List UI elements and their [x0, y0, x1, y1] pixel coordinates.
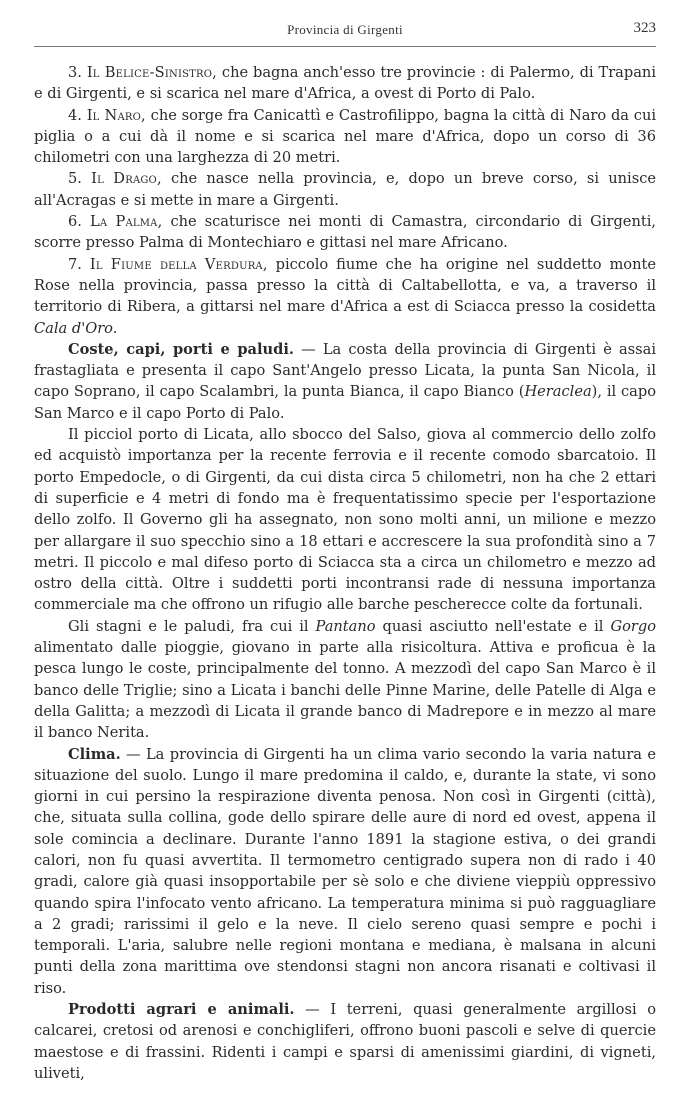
header-rule	[34, 46, 656, 47]
section-prodotti	[34, 999, 656, 1084]
italic-place-name: Gorgo	[610, 617, 656, 635]
paragraph-text: quasi asciutto nell'estate e il	[382, 617, 604, 635]
italic-place-name: Cala d'Oro.	[34, 319, 118, 337]
running-title: Provincia di Girgenti	[287, 22, 403, 37]
paragraph-porti	[34, 424, 656, 616]
running-header	[34, 22, 656, 42]
river-name: Il Fiume della Verdura,	[89, 255, 268, 273]
item-number: 6.	[68, 213, 82, 231]
item-text: che bagna anch'esso tre provincie : di Palermo, di Trapani e di Girgenti, e si scarica nel mare d'Africa, a ovest di Porto di Palo.	[34, 64, 656, 103]
river-item-palma	[34, 211, 656, 254]
item-text: che nasce nella provincia, e, dopo un breve corso, si unisce all'Acragas e si mette in mare a Girgenti.	[34, 170, 657, 209]
paragraph-stagni	[34, 616, 656, 744]
item-number: 4.	[68, 106, 82, 124]
item-number: 5.	[68, 170, 82, 188]
item-text: che scaturisce nei monti di Camastra, circondario di Girgenti, scorre presso Palma di Montechiaro e gittasi nel mare Africano.	[34, 213, 657, 252]
section-clima	[34, 744, 656, 1000]
river-name: Il Naro,	[86, 106, 146, 124]
item-number: 7.	[68, 255, 82, 273]
river-item-drago	[34, 168, 656, 211]
section-heading: Coste, capi, porti e paludi.	[68, 340, 294, 358]
section-heading: Prodotti agrari e animali.	[68, 1001, 295, 1019]
paragraph-text: alimentato dalle pioggie, giovano in parte alla risicoltura. Attiva e proficua è la pesca lungo le coste, principalmente del tonno. A mezzodì del capo San Marco è il banco delle Triglie; sino a Licata i banchi delle Pinne Marine, delle Patelle di Alga e della Galitta; a mezzodì di Licata il grande banco di Madrepore e in mezzo al mare il banco Nerita.	[34, 639, 656, 742]
river-name: La Palma,	[89, 213, 163, 231]
page-number: 323	[633, 20, 656, 36]
river-name: Il Belice-Sinistro,	[86, 64, 217, 81]
item-text: piccolo fiume che ha origine nel suddetto monte Rose nella provincia, passa presso la città di Caltabellotta, e va, a traverso il territorio di Ribera, a gittarsi nel mare d'Africa a est di Sciacca presso la cosidetta	[34, 255, 656, 316]
section-heading: Clima.	[68, 745, 121, 763]
river-name: Il Drago,	[91, 170, 162, 188]
river-item-belice	[34, 62, 656, 105]
section-coste	[34, 339, 656, 424]
paragraph-text: Gli stagni e le paludi, fra cui il	[68, 617, 309, 635]
section-text: ), il capo San Marco e il capo Porto di Palo.	[34, 383, 656, 422]
body-text	[34, 62, 656, 1084]
item-number: 3.	[68, 64, 82, 81]
item-text: che sorge fra Canicattì e Castrofilippo, bagna la città di Naro da cui piglia o a cui dà il nome e si scarica nel mare d'Africa, dopo un corso di 36 chilometri con una larghezza di 20 metri.	[34, 106, 657, 167]
italic-place-name: Heraclea	[524, 383, 592, 401]
italic-place-name: Pantano	[315, 617, 376, 635]
paragraph-text: Il picciol porto di Licata, allo sbocco del Salso, giova al commercio dello zolfo ed acquistò importanza per la recente ferrovia e il recente comodo sbarcatoio. Il porto Empedocle, o di Girgenti, da cui dista circa 5 chilometri, non ha che 2 ettari di superficie e 4 metri di fondo ma è frequentatissimo specie per l'esportazione dello zolfo. Il Governo gli ha assegnato, non sono molti anni, un milione e mezzo per allargare il suo specchio sino a 18 ettari e accrescere la sua profondità sino a 7 metri. Il piccolo e mal difeso porto di Sciacca sta a circa un chilometro e mezzo ad ostro della città. Oltre i suddetti porti incontransi rade di nessuna importanza commerciale ma che offrono un rifugio alle barche pescherecce colte da fortunali.	[34, 426, 656, 614]
section-text: — La costa della provincia di Girgenti è assai frastagliata e presenta il capo Sant'Angelo presso Licata, la punta San Nicola, il capo Soprano, il capo Scalambri, la punta Bianca, il capo Bianco (	[34, 340, 656, 401]
section-text: — La provincia di Girgenti ha un clima vario secondo la varia natura e situazione del suolo. Lungo il mare predomina il caldo, e, durante la state, vi sono giorni in cui persino la respirazione diventa penosa. Non così in Girgenti (città), che, situata sulla collina, gode dello spirare delle aure di nord ed ovest, appena il sole comincia a declinare. Durante l'anno 1891 la stagione estiva, o dei grandi calori, non fu quasi avvertita. Il termometro centigrado supera non di rado i 40 gradi, calore già quasi insopportabile per sè solo e che diviene vieppiù oppressivo quando spira l'infocato vento africano. La temperatura minima si può ragguagliare a 2 gradi; rarissimi il gelo e la neve. Il cielo sereno quasi sempre e pochi i temporali. L'aria, salubre nelle regioni montana e mediana, è malsana in alcuni punti della zona marittima ove stendonsi stagni non ancora risanati e coltivasi il riso.	[34, 745, 656, 997]
river-item-naro	[34, 105, 656, 169]
river-item-verdura	[34, 254, 656, 339]
section-text: — I terreni, quasi generalmente argillosi o calcarei, cretosi od arenosi e conchigliferi, offrono buoni pascoli e selve di quercie maestose e di frassini. Ridenti i campi e sparsi di amenissimi giardini, di vigneti, uliveti,	[34, 1001, 656, 1082]
